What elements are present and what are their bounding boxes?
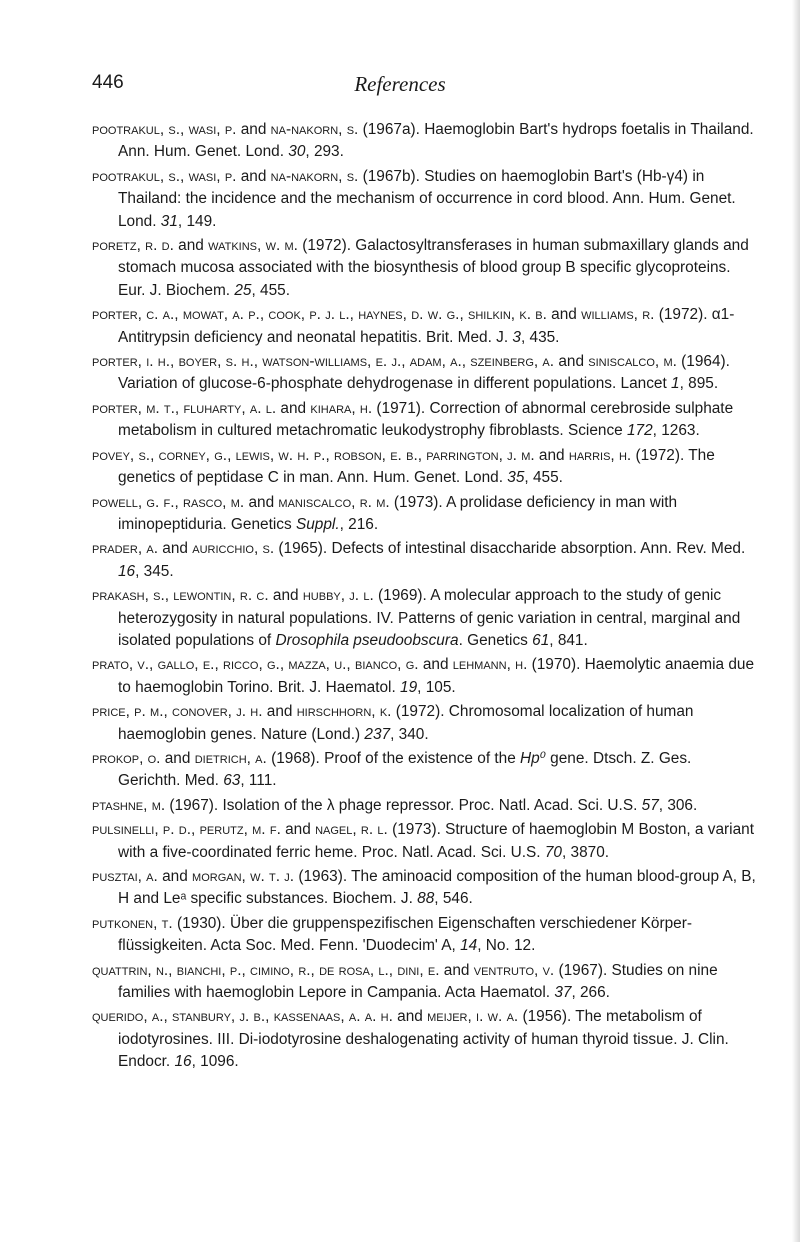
reference-body: (1967). Studies on nine families with haemoglobin Lepore in Campania. Acta Haematol. xyxy=(118,961,718,1002)
reference-authors: price, p. m., conover, j. h. xyxy=(92,703,263,721)
reference-entry xyxy=(92,351,756,396)
reference-tail: , 455. xyxy=(251,281,290,299)
reference-volume: 3 xyxy=(512,328,521,346)
reference-body: (1965). Defects of intestinal disaccharide absorption. Ann. Rev. Med. xyxy=(274,540,746,558)
reference-conjunction: and xyxy=(534,446,569,464)
reference-conjunction: and xyxy=(244,493,279,511)
reference-entry xyxy=(92,445,756,490)
reference-entry xyxy=(92,819,756,864)
reference-authors: ptashne, m. xyxy=(92,796,166,814)
reference-body: (1967a). Haemoglobin Bart's hydrops foetalis in Thailand. Ann. Hum. Genet. Lond. xyxy=(118,121,754,161)
reference-entry xyxy=(92,654,756,699)
page-edge-shadow xyxy=(792,0,800,1242)
reference-last-author: harris, h. xyxy=(568,446,632,464)
reference-conjunction: and xyxy=(262,703,297,721)
reference-body: (1969). A molecular approach to the study of genic heterozygosity in natural populations. IV. Patterns of genic variation in central, marginal and isolated populations of xyxy=(118,587,741,649)
reference-entry xyxy=(92,701,756,746)
reference-entry xyxy=(92,866,756,911)
reference-conjunction: and xyxy=(160,749,195,767)
reference-tail: , 546. xyxy=(434,890,473,908)
reference-tail: , 340. xyxy=(390,725,429,743)
reference-entry xyxy=(92,585,756,652)
running-title: References xyxy=(354,72,446,96)
reference-last-author: hubby, j. l. xyxy=(302,587,374,605)
reference-conjunction: and xyxy=(276,399,311,417)
reference-last-author: hirschhorn, k. xyxy=(296,703,392,721)
reference-authors: prakash, s., lewontin, r. c. xyxy=(92,587,269,605)
reference-tail: , 435. xyxy=(520,328,560,346)
reference-tail: , 149. xyxy=(177,212,217,230)
reference-authors: prokop, o. xyxy=(92,749,161,767)
reference-volume: 37 xyxy=(554,984,572,1002)
reference-conjunction: and xyxy=(236,121,271,138)
reference-tail-2: , 111. xyxy=(240,772,277,790)
reference-volume: 19 xyxy=(400,678,418,696)
reference-body: (1963). The aminoacid composition of the human blood-group A, B, H and Leᵃ specific substances. Biochem. J. xyxy=(118,868,756,908)
reference-body: (1970). Haemolytic anaemia due to haemoglobin Torino. Brit. J. Haematol. xyxy=(118,656,755,696)
reference-last-author: ventruto, v. xyxy=(473,961,555,979)
reference-volume: 14 xyxy=(460,937,478,955)
reference-authors: powell, g. f., rasco, m. xyxy=(92,493,245,511)
reference-volume: Hp⁰ xyxy=(520,749,546,767)
reference-conjunction: and xyxy=(439,961,474,979)
reference-entry xyxy=(92,913,756,958)
reference-tail: , 293. xyxy=(305,143,344,161)
reference-authors: querido, a., stanbury, j. b., kassenaas, a. a. h. xyxy=(92,1008,393,1026)
reference-tail: , 895. xyxy=(679,375,719,393)
reference-entry xyxy=(92,795,756,817)
reference-tail: gene. Dtsch. Z. Ges. Gerichth. Med. xyxy=(118,749,692,790)
reference-body: (1973). A prolidase deficiency in man with iminopeptiduria. Genetics xyxy=(118,493,678,533)
reference-authors: putkonen, t. xyxy=(92,914,173,932)
reference-authors: prato, v., gallo, e., ricco, g., mazza, u., bianco, g. xyxy=(92,656,419,674)
reference-body: (1967). Isolation of the λ phage repressor. Proc. Natl. Acad. Sci. U.S. xyxy=(165,796,642,814)
reference-authors: prader, a. xyxy=(92,540,159,558)
reference-volume: 25 xyxy=(234,281,252,299)
page-number: 446 xyxy=(92,72,124,93)
reference-body: (1972). The genetics of peptidase C in man. Ann. Hum. Genet. Lond. xyxy=(118,446,715,487)
reference-volume: 1 xyxy=(671,375,680,393)
reference-conjunction: and xyxy=(418,656,453,674)
reference-authors: porter, c. a., mowat, a. p., cook, p. j. l., haynes, d. w. g., shilkin, k. b. xyxy=(92,306,547,324)
reference-last-author: kihara, h. xyxy=(310,399,373,417)
reference-authors: pootrakul, s., wasi, p. xyxy=(92,121,237,138)
reference-entry xyxy=(92,538,756,583)
reference-body: (1930). Über die gruppenspezifischen Eigenschaften verschiedener Körper-flüssigkeiten. Acta Soc. Med. Fenn. 'Duodecim' A, xyxy=(118,914,692,955)
reference-body: (1964). Variation of glucose-6-phosphate dehydrogenase in different populations. Lancet xyxy=(118,353,730,393)
reference-last-author: morgan, w. t. j. xyxy=(192,868,295,885)
reference-tail: , 345. xyxy=(135,562,174,580)
reference-tail: , 455. xyxy=(524,469,563,487)
reference-last-author: siniscalco, m. xyxy=(588,353,677,371)
reference-conjunction: and xyxy=(268,587,303,605)
reference-last-author: dietrich, a. xyxy=(194,749,267,767)
reference-volume: 172 xyxy=(626,422,653,440)
reference-last-author: watkins, w. m. xyxy=(208,237,298,255)
reference-conjunction: and xyxy=(158,540,193,558)
reference-entry xyxy=(92,166,756,233)
reference-body: (1973). Structure of haemoglobin M Boston, a variant with a five-coordinated ferric heme. Proc. Natl. Acad. Sci. U.S. xyxy=(118,821,754,861)
reference-last-author: lehmann, h. xyxy=(452,656,528,674)
reference-volume: Suppl. xyxy=(295,515,340,533)
reference-authors: pootrakul, s., wasi, p. xyxy=(92,167,237,185)
reference-tail: , 216. xyxy=(339,515,379,533)
reference-tail: , 105. xyxy=(417,678,456,696)
reference-tail: , No. 12. xyxy=(477,937,536,955)
reference-entry xyxy=(92,119,756,164)
reference-authors: quattrin, n., bianchi, p., cimino, r., de rosa, l., dini, e. xyxy=(92,961,440,979)
reference-tail: , 306. xyxy=(658,796,698,814)
reference-volume: Drosophila pseudoobscura xyxy=(275,631,459,649)
reference-authors: poretz, r. d. xyxy=(92,237,174,255)
reference-tail: , 1263. xyxy=(652,422,700,440)
reference-body: (1972). Chromosomal localization of human haemoglobin genes. Nature (Lond.) xyxy=(118,703,694,743)
reference-volume: 70 xyxy=(544,843,562,861)
reference-conjunction: and xyxy=(554,353,589,371)
reference-last-author: williams, r. xyxy=(581,306,655,324)
reference-list xyxy=(92,119,756,1076)
reference-volume: 57 xyxy=(641,796,659,814)
reference-volume: 88 xyxy=(417,890,435,908)
reference-tail: , 1096. xyxy=(191,1053,239,1071)
reference-entry xyxy=(92,398,756,443)
reference-conjunction: and xyxy=(157,868,193,885)
reference-authors: pusztai, a. xyxy=(92,868,158,885)
reference-conjunction: and xyxy=(173,237,209,255)
reference-body: (1968). Proof of the existence of the xyxy=(266,749,521,767)
reference-body: (1967b). Studies on haemoglobin Bart's (Hb-γ4) in Thailand: the incidence and the mechanism of occurrence in cord blood. Ann. Hum. Genet. Lond. xyxy=(118,167,736,230)
reference-last-author: na-nakorn, s. xyxy=(270,167,359,185)
reference-volume: 31 xyxy=(160,212,178,230)
reference-entry xyxy=(92,960,756,1005)
reference-body: (1956). The metabolism of iodotyrosines. III. Di-iodotyrosine deshalogenating activity of human thyroid tissue. J. Clin. Endocr. xyxy=(118,1008,729,1071)
reference-volume: 35 xyxy=(507,469,525,487)
reference-volume-2: 63 xyxy=(223,772,241,790)
reference-tail: , 266. xyxy=(571,984,610,1002)
reference-entry xyxy=(92,235,756,302)
reference-body: (1972). Galactosyltransferases in human submaxillary glands and stomach mucosa associated with the biosynthesis of blood group B specific glycoproteins. Eur. J. Biochem. xyxy=(118,237,749,299)
reference-last-author: auricchio, s. xyxy=(192,540,275,558)
reference-tail: . Genetics xyxy=(458,631,533,649)
reference-conjunction: and xyxy=(546,306,582,324)
reference-volume: 16 xyxy=(174,1053,192,1071)
reference-last-author: maniscalco, r. m. xyxy=(278,493,390,511)
reference-last-author: nagel, r. l. xyxy=(315,821,388,839)
reference-volume-2: 61 xyxy=(532,631,550,649)
reference-last-author: na-nakorn, s. xyxy=(270,121,359,138)
reference-authors: porter, m. t., fluharty, a. l. xyxy=(92,399,277,417)
page-header xyxy=(0,72,800,104)
reference-volume: 237 xyxy=(364,725,391,743)
reference-last-author: meijer, i. w. a. xyxy=(427,1008,519,1026)
reference-volume: 16 xyxy=(118,562,136,580)
reference-authors: pulsinelli, p. d., perutz, m. f. xyxy=(92,821,281,839)
reference-tail: , 3870. xyxy=(561,843,610,861)
reference-entry xyxy=(92,304,756,349)
reference-volume: 30 xyxy=(288,143,306,161)
reference-conjunction: and xyxy=(236,167,271,185)
reference-body: (1972). α1-Antitrypsin deficiency and neonatal hepatitis. Brit. Med. J. xyxy=(118,306,735,346)
reference-body: (1971). Correction of abnormal cerebroside sulphate metabolism in cultured metachromatic leukodystrophy fibroblasts. Science xyxy=(118,399,734,440)
reference-entry xyxy=(92,1006,756,1073)
reference-entry xyxy=(92,492,756,537)
reference-authors: povey, s., corney, g., lewis, w. h. p., robson, e. b., parrington, j. m. xyxy=(92,446,535,464)
reference-authors: porter, i. h., boyer, s. h., watson-williams, e. j., adam, a., szeinberg, a. xyxy=(92,353,555,371)
reference-conjunction: and xyxy=(280,821,316,839)
reference-entry xyxy=(92,748,756,793)
reference-conjunction: and xyxy=(392,1008,428,1026)
reference-tail-2: , 841. xyxy=(549,631,588,649)
